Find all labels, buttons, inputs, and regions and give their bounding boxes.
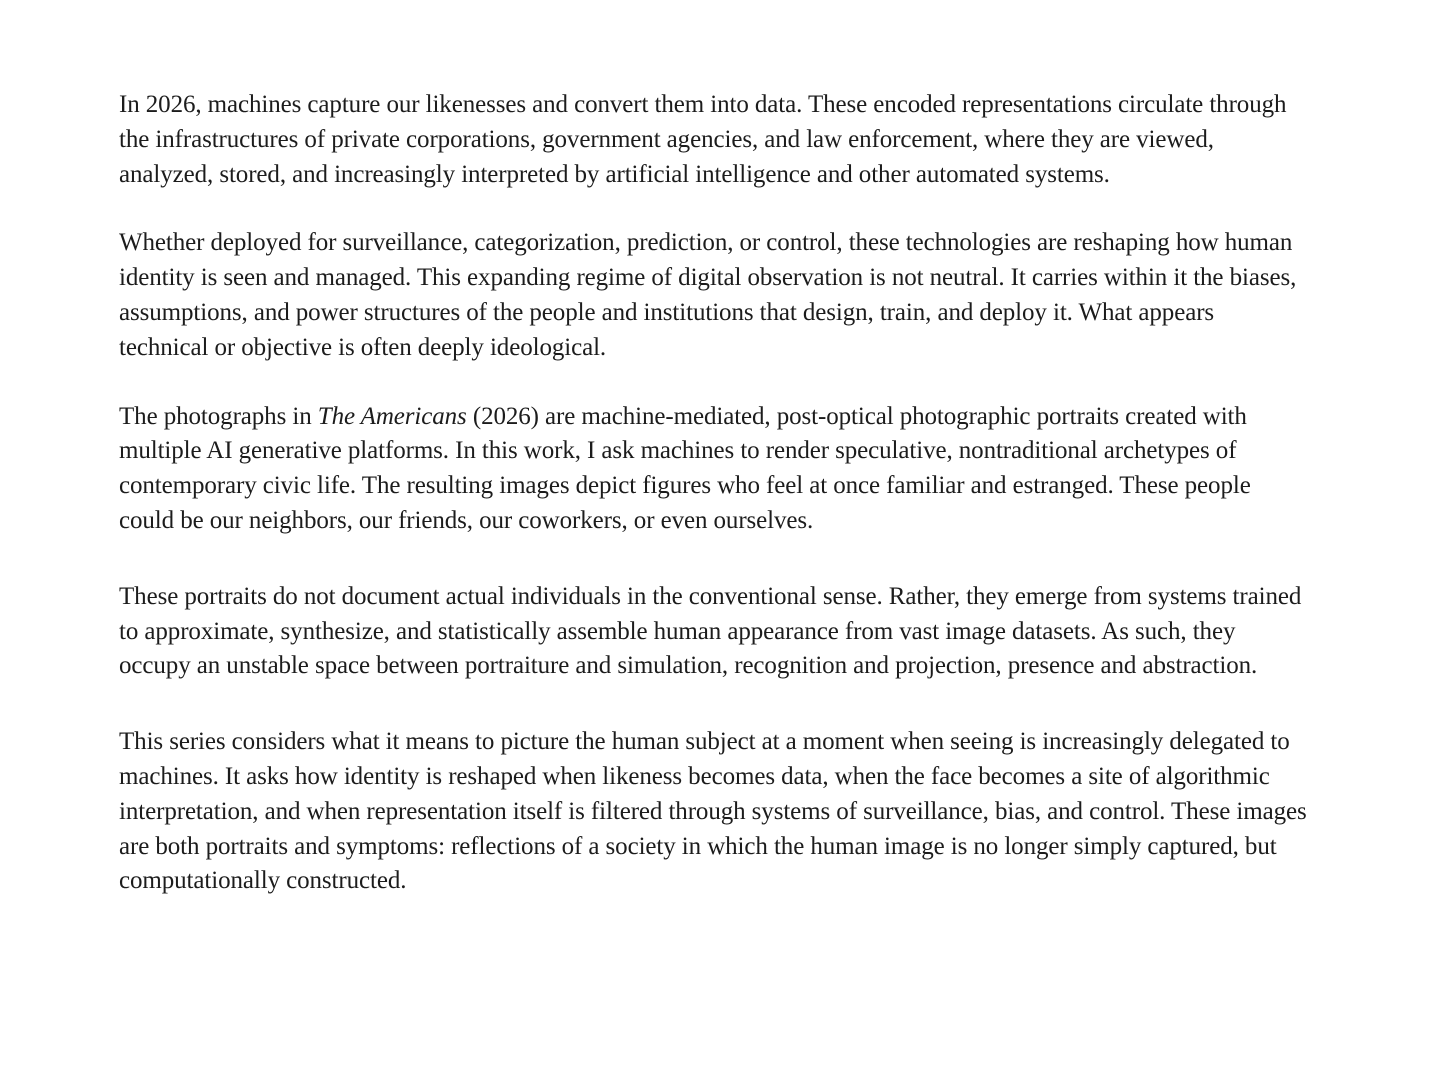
work-title: The Americans [317, 402, 467, 430]
artist-statement [119, 88, 1309, 899]
statement-paragraph-4: These portraits do not document actual individuals in the conventional sense. Rather, they emerge from systems trained to approximate, synthesize, and statistically assemble human appearance from vast image datasets. As such, they occupy an unstable space between portraiture and simulation, recognition and projection, presence and abstraction. [119, 582, 1302, 680]
statement-paragraph-1: In 2026, machines capture our likenesses and convert them into data. These encoded representations circulate through the infrastructures of private corporations, government agencies, and law enforcement, where they are viewed, analyzed, stored, and increasingly interpreted by artificial intelligence and other automated systems. [119, 91, 1287, 188]
statement-paragraph-5: This series considers what it means to picture the human subject at a moment when seeing is increasingly delegated to machines. It asks how identity is reshaped when likeness becomes data, when the face becomes a site of algorithmic interpretation, and when representation itself is filtered through systems of surveillance, bias, and control. These images are both portraits and symptoms: reflections of a society in which the human image is no longer simply captured, but computationally constructed. [119, 728, 1307, 895]
statement-paragraph-2: Whether deployed for surveillance, categorization, prediction, or control, these technologies are reshaping how human identity is seen and managed. This expanding regime of digital observation is not neutral. It carries within it the biases, assumptions, and power structures of the people and institutions that design, train, and deploy it. What appears technical or objective is often deeply ideological. [119, 229, 1297, 361]
paragraph-3-body: (2026) are machine-mediated, post-optical photographic portraits created with multiple AI generative platforms. In this work, I ask machines to render speculative, nontraditional archetypes of contemporary civic life. The resulting images depict figures who feel at once familiar and estranged. These people could be our neighbors, our friends, our coworkers, or even ourselves. [119, 402, 1251, 534]
paragraph-3-intro: The photographs in [119, 402, 318, 430]
statement-paragraph-3 [119, 400, 1309, 539]
